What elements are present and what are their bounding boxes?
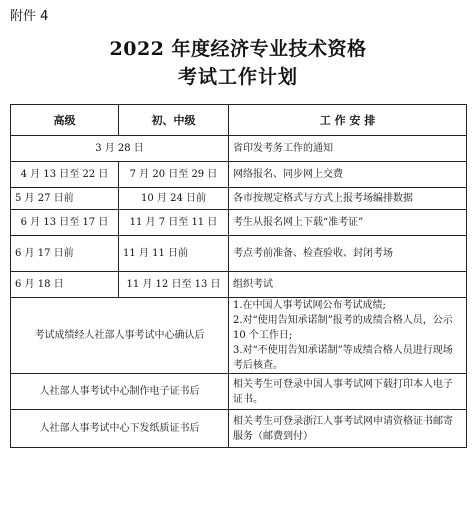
merged-date-cell: 3 月 28 日: [11, 136, 229, 162]
table-row: [11, 162, 467, 188]
header-senior: 高级: [11, 105, 119, 136]
senior-date-cell: 5 月 27 日前: [11, 188, 119, 210]
senior-date-cell: 4 月 13 日至 22 日: [11, 162, 119, 188]
junior-date-cell: 11 月 12 日至 13 日: [119, 272, 229, 298]
senior-date-cell: 6 月 13 日至 17 日: [11, 210, 119, 236]
junior-date-cell: 10 月 24 日前: [119, 188, 229, 210]
table-row: [11, 236, 467, 272]
work-line-2: 2.对“使用告知承诺制”报考的成绩合格人员，公示 10 个工作日;: [233, 315, 453, 341]
document-title-line2: 考试工作计划: [177, 66, 298, 88]
work-cell: 各市按规定格式与方式上报考场编排数据: [229, 188, 467, 210]
header-junior-intermediate: 初、中级: [119, 105, 229, 136]
table-row: [11, 272, 467, 298]
table-row: [11, 410, 467, 448]
table-row: [11, 298, 467, 374]
exam-schedule-table: [10, 104, 467, 448]
merged-condition-cell: 人社部人事考试中心制作电子证书后: [11, 374, 229, 410]
work-cell: 考生从报名网上下载“准考证”: [229, 210, 467, 236]
work-cell: 相关考生可登录中国人事考试网下载打印本人电子证书。: [229, 374, 467, 410]
junior-date-cell: 11 月 11 日前: [119, 236, 229, 272]
work-cell: 省印发考务工作的通知: [229, 136, 467, 162]
work-cell: 相关考生可登录浙江人事考试网申请资格证书邮寄服务（邮费到付）: [229, 410, 467, 448]
work-cell: [229, 298, 467, 374]
annex-label: 附件 4: [10, 9, 49, 24]
table-row: [11, 188, 467, 210]
junior-date-cell: 7 月 20 日至 29 日: [119, 162, 229, 188]
merged-condition-cell: 人社部人事考试中心下发纸质证书后: [11, 410, 229, 448]
work-cell: 组织考试: [229, 272, 467, 298]
senior-date-cell: 6 月 17 日前: [11, 236, 119, 272]
header-work-arrangement: 工 作 安 排: [229, 105, 467, 136]
table-row: [11, 374, 467, 410]
merged-condition-cell: 考试成绩经人社部人事考试中心确认后: [11, 298, 229, 374]
table-row: [11, 136, 467, 162]
work-line-3: 3.对“不使用告知承诺制”等成绩合格人员进行现场考后核查。: [233, 345, 453, 371]
junior-date-cell: 11 月 7 日至 11 日: [119, 210, 229, 236]
table-row: [11, 210, 467, 236]
senior-date-cell: 6 月 18 日: [11, 272, 119, 298]
document-title-line1: 2022 年度经济专业技术资格: [109, 38, 367, 60]
work-cell: 考点考前准备、检查验收、封闭考场: [229, 236, 467, 272]
table-header-row: [11, 105, 467, 136]
work-cell: 网络报名、同步网上交费: [229, 162, 467, 188]
work-line-1: 1.在中国人事考试网公布考试成绩;: [233, 300, 386, 311]
